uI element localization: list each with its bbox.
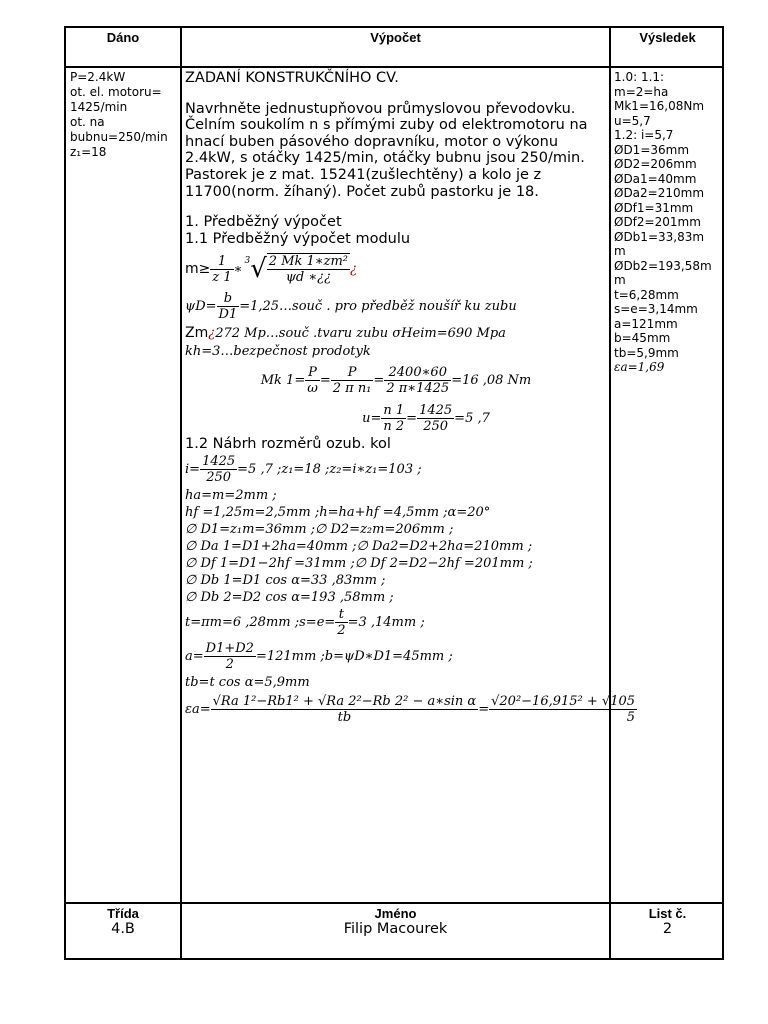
- result-line: t=6,28mm: [614, 287, 679, 302]
- name-label: Jméno: [374, 906, 417, 921]
- result-line: 1.0: 1.1:: [614, 70, 665, 84]
- zm-formula: Zm ¿ 272 Mp…souč .tvaru zubu σHeim=690 Mpa: [185, 324, 506, 341]
- result-line: ØDb1=33,83m: [614, 229, 705, 244]
- formula-line: ha=m=2mm ;: [185, 487, 277, 503]
- formula-line: ∅ Db 2=D2 cos α=193 ,58mm ;: [185, 589, 394, 605]
- torque-formula: Mk 1= $\frac{P}{\omega}$ = $\frac{P}{\text{2 π n₁}}$ = $\frac{2400∗60}{2 \pi∗1425}$ =16 ,08 Nm: [260, 364, 532, 396]
- section-1-2-heading: 1.2 Nábrh rozměrů ozub. kol: [185, 436, 391, 453]
- center-distance-formula: a= $\frac{D1+D2}{2}$ =121mm ;b=ψD∗D1=45mm ;: [185, 641, 453, 673]
- result-line: u=5,7: [614, 113, 651, 128]
- given-line: ot. na: [70, 115, 105, 129]
- base-pitch-formula: tb=t cos α=5,9mm: [185, 674, 310, 690]
- given-line: ot. el. motoru=: [70, 85, 162, 99]
- footer-sheet: [611, 906, 724, 937]
- column-divider-left: [180, 28, 182, 958]
- result-line: ØD2=206mm: [614, 157, 697, 171]
- psi-formula: ψD= $\frac{b}{D1}$ =1,25…souč . pro předběž noušíř ku zubu: [185, 290, 517, 322]
- class-value: 4.B: [111, 921, 135, 937]
- result-line: ØDa1=40mm: [614, 171, 697, 186]
- result-line: tb=5,9mm: [614, 345, 679, 360]
- footer-name: [182, 906, 609, 937]
- pitch-formula: t=πm=6 ,28mm ;s=e= $\frac{t}{2}$ =3 ,14mm ;: [185, 607, 425, 639]
- given-line: z₁=18: [70, 145, 107, 159]
- results-column: [614, 70, 724, 375]
- given-column: [70, 70, 180, 160]
- section-1-heading: 1. Předběžný výpočet: [185, 214, 342, 231]
- given-line: bubnu=250/min: [70, 130, 168, 144]
- result-line: 1.2: i=5,7: [614, 128, 674, 142]
- footer-divider: [66, 902, 722, 904]
- header-vysledek: Výsledek: [639, 30, 696, 45]
- kh-formula: kh=3…bezpečnost prodotyk: [185, 344, 371, 360]
- result-line: b=45mm: [614, 331, 671, 345]
- header-dano: Dáno: [106, 30, 140, 45]
- calculation-sheet: [64, 26, 724, 960]
- formula-line: ∅ Df 1=D1−2hf =31mm ;∅ Df 2=D2−2hf =201mm ;: [185, 555, 533, 571]
- result-line: s=e=3,14mm: [614, 302, 698, 316]
- given-line: 1425/min: [70, 100, 128, 114]
- result-line: ØDa2=210mm: [614, 186, 705, 200]
- contact-ratio-formula: εa= $\frac{\text{√Ra 1²−Rb1² + √Ra 2²−Rb 2² − a∗sin α}}{tb}$ = $\frac{\text{√20²−16,915² + √105}}{5}$: [185, 694, 636, 726]
- class-label: Třída: [107, 906, 139, 921]
- task-title: ZADANÍ KONSTRUKČNÍHO CV.: [185, 70, 399, 86]
- result-line: m: [614, 244, 626, 258]
- result-line: Mk1=16,08Nm: [614, 99, 705, 113]
- module-formula: m≥ $\frac{1}{z 1}$ ∗ $^3$ √ 2 Mk 1∗zm² ψd ∗¿¿ ¿: [185, 253, 357, 286]
- section-1-1-heading: 1.1 Předběžný výpočet modulu: [185, 230, 411, 247]
- formula-line: ∅ Da 1=D1+2ha=40mm ;∅ Da2=D2+2ha=210mm ;: [185, 538, 533, 554]
- header-divider: [66, 66, 722, 68]
- formula-line: ∅ D1=z₁m=36mm ;∅ D2=z₂m=206mm ;: [185, 521, 454, 537]
- result-line: ØDb2=193,58m: [614, 258, 712, 273]
- column-divider-right: [609, 28, 611, 958]
- given-line: P=2.4kW: [70, 70, 126, 84]
- footer-class: [66, 906, 180, 937]
- sheet-label: List č.: [648, 906, 687, 921]
- formula-line: hf =1,25m=2,5mm ;h=ha+hf =4,5mm ;α=20°: [185, 504, 491, 520]
- task-text: Navrhněte jednustupňovou průmyslovou převodovku. Čelním soukolím n s přímými zuby od elektromotoru na hnací buben pásového dopravníku, motor o výkonu 2.4kW, s otáčky 1425/min, otáčky bubnu jsou 250/min. Pastorek je z mat. 15241(zušlechtěny) a kolo je z 11700(norm. žíhaný). Počet zubů pastorku je 18.: [185, 100, 588, 200]
- result-line: a=121mm: [614, 316, 678, 331]
- result-line: m: [614, 273, 626, 287]
- result-line: εa=1,69: [614, 360, 665, 374]
- sheet-value: 2: [662, 921, 673, 937]
- ratio-formula: u= $\frac{n 1}{n 2}$ = $\frac{1425}{250}$ =5 ,7: [362, 402, 490, 434]
- result-line: ØDf2=201mm: [614, 215, 701, 229]
- name-value: Filip Macourek: [343, 921, 448, 937]
- formula-line: ∅ Db 1=D1 cos α=33 ,83mm ;: [185, 572, 386, 588]
- gear-ratio-formula: i= $\frac{1425}{250}$ =5 ,7 ;z₁=18 ;z₂=i∗z₁=103 ;: [185, 454, 422, 486]
- header-vypocet: Výpočet: [370, 30, 421, 45]
- result-line: m=2=ha: [614, 84, 669, 99]
- result-line: ØD1=36mm: [614, 142, 690, 157]
- result-line: ØDf1=31mm: [614, 200, 694, 215]
